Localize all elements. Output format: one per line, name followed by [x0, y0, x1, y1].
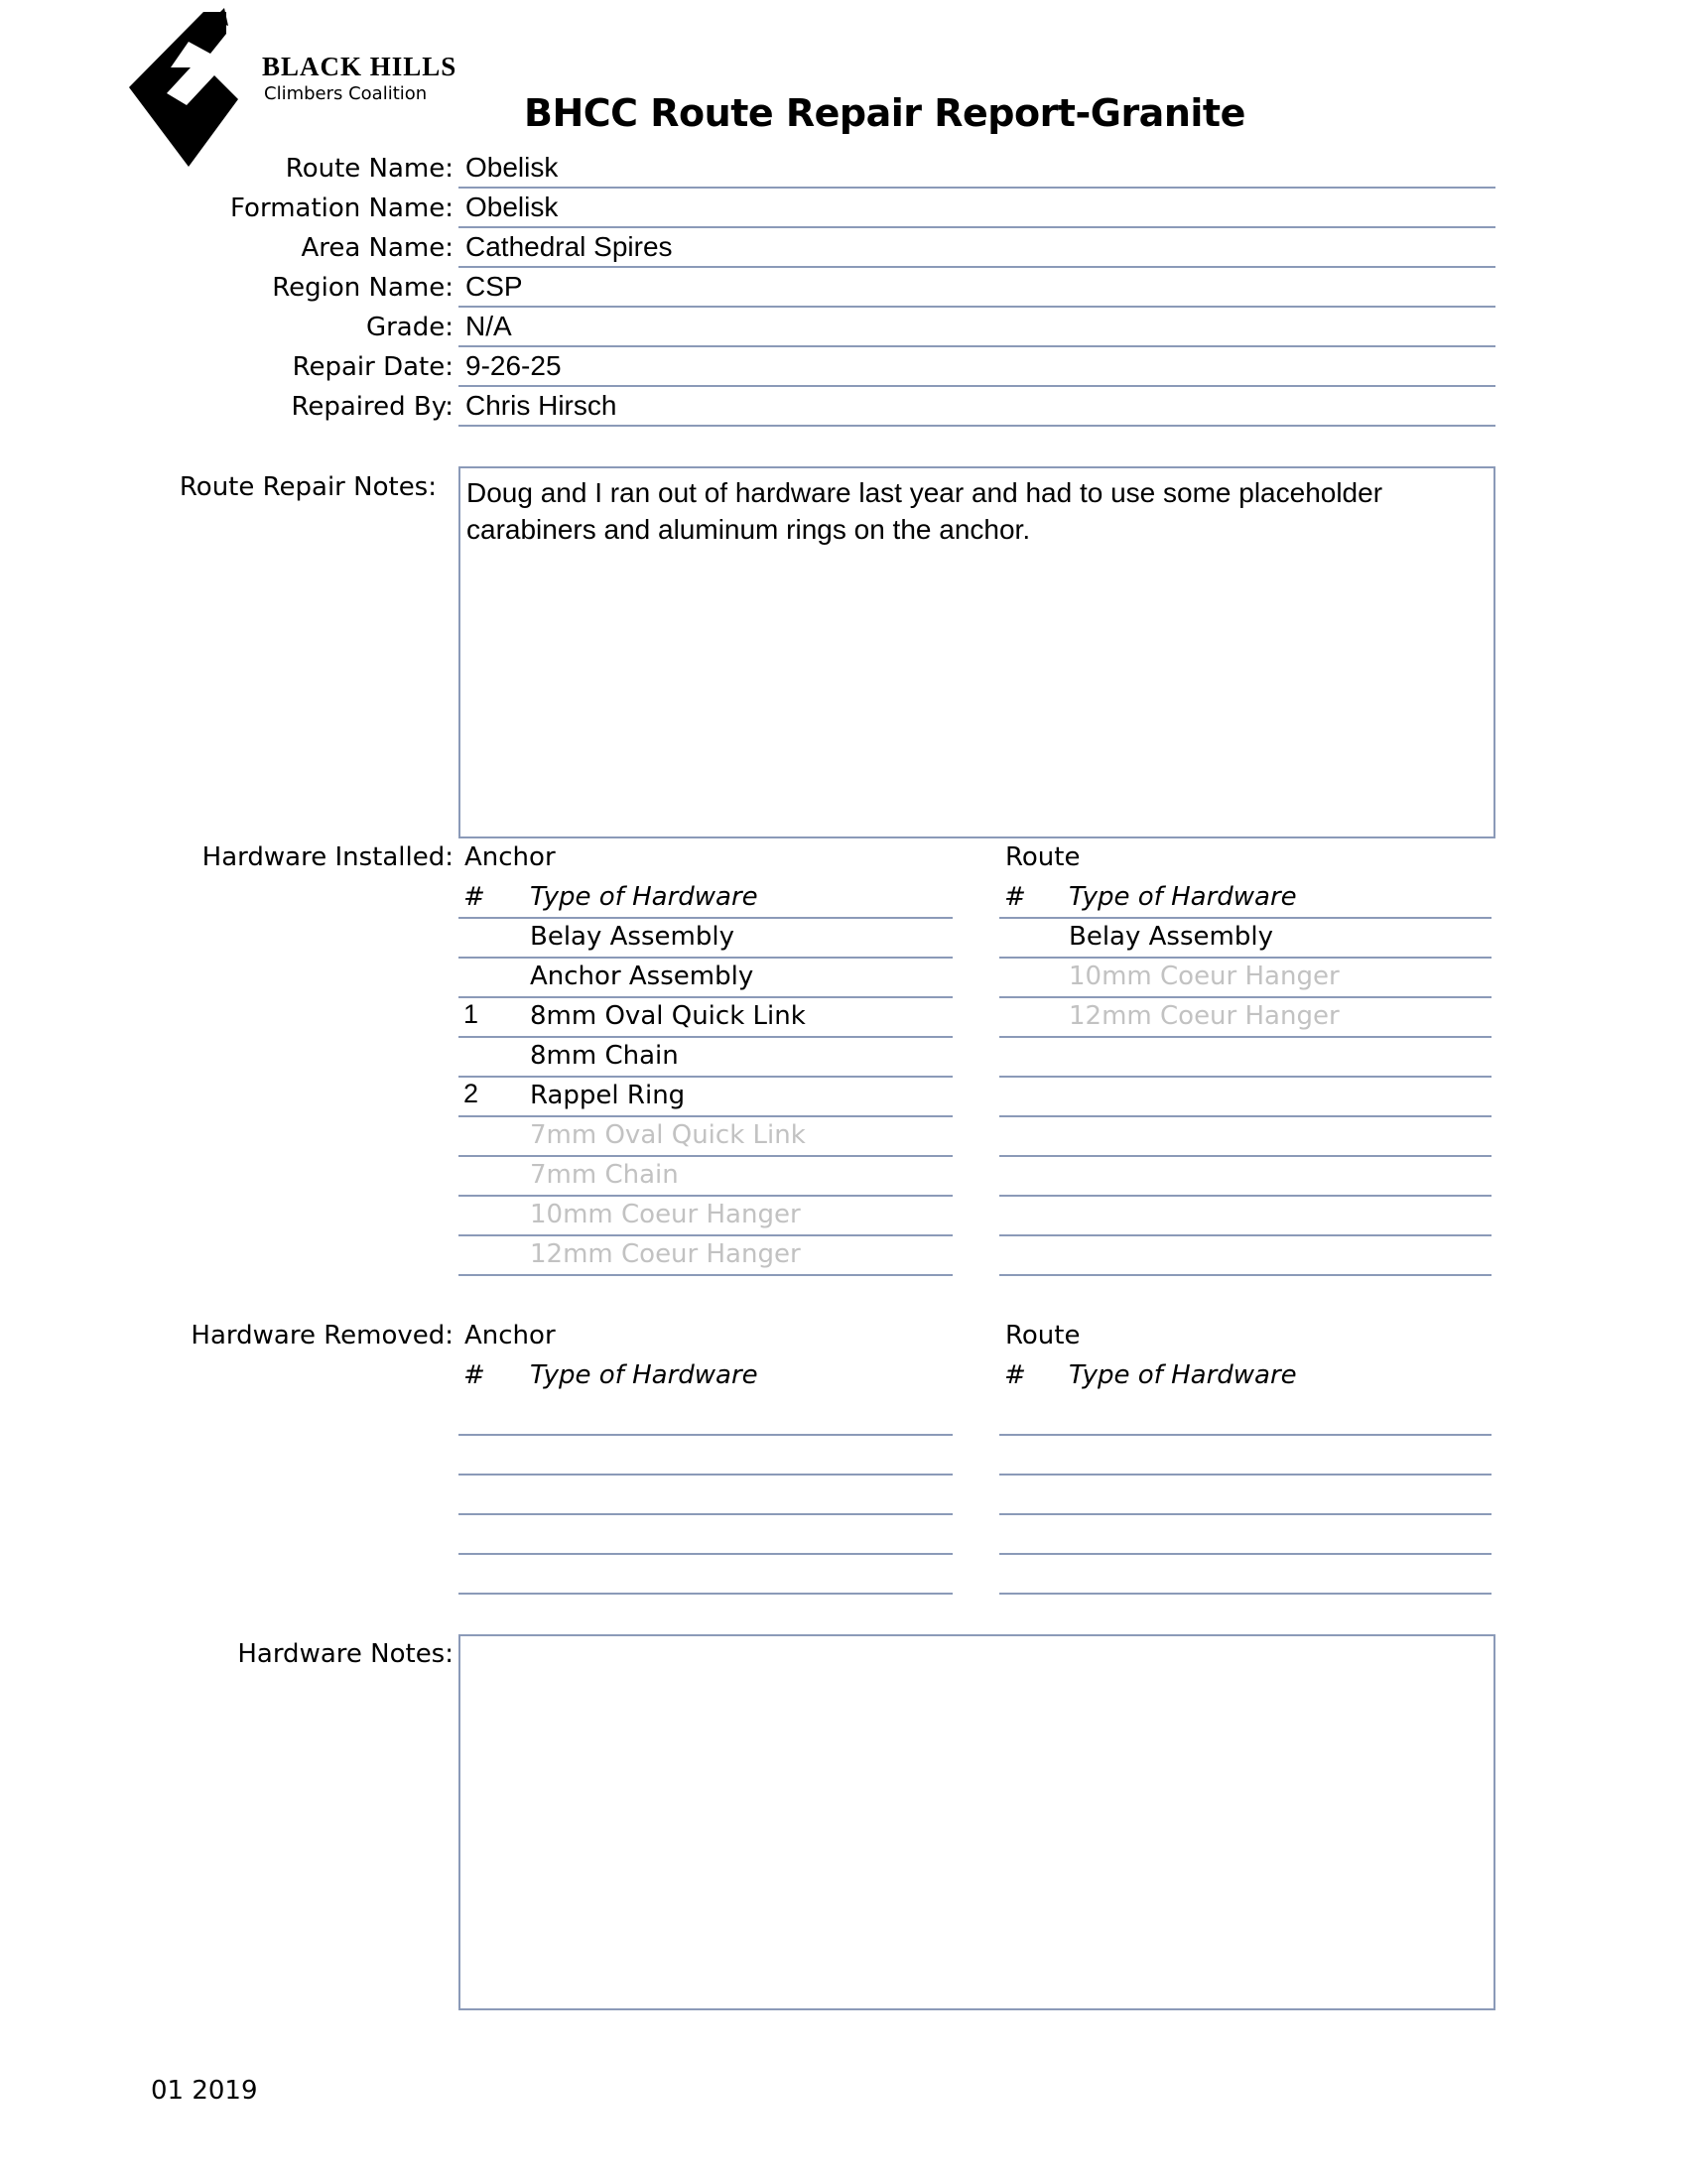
hardware-removed-label: Hardware Removed:	[191, 1321, 454, 1350]
route-repair-notes-label: Route Repair Notes:	[179, 472, 437, 502]
table-row-line	[458, 1195, 953, 1197]
table-row-line	[458, 996, 953, 998]
field-label: Route Name:	[285, 154, 454, 184]
installed-anchor-num-header: #	[463, 882, 485, 912]
field-label: Formation Name:	[230, 193, 454, 223]
footer-version: 01 2019	[151, 2076, 258, 2106]
table-row-num[interactable]: 2	[463, 1079, 479, 1108]
field-value[interactable]: Chris Hirsch	[465, 390, 617, 421]
table-row-line[interactable]	[999, 1434, 1492, 1436]
table-row-type[interactable]: 12mm Coeur Hanger	[1069, 1001, 1340, 1031]
route-repair-notes-box[interactable]	[458, 466, 1495, 838]
hardware-notes-text	[460, 1636, 1493, 1642]
table-row-type[interactable]: 7mm Oval Quick Link	[530, 1120, 806, 1150]
table-row-line	[458, 1234, 953, 1236]
table-row-type[interactable]: Belay Assembly	[530, 922, 734, 952]
installed-route-num-header: #	[1004, 882, 1026, 912]
field-underline	[458, 385, 1495, 387]
field-underline	[458, 226, 1495, 228]
table-header-line	[458, 917, 953, 919]
table-row-line[interactable]	[999, 1553, 1492, 1555]
field-underline	[458, 266, 1495, 268]
logo-name: BLACK HILLS	[262, 52, 457, 81]
table-row-line[interactable]	[999, 1513, 1492, 1515]
bhcc-logo-icon	[129, 6, 268, 170]
table-row-line	[458, 1115, 953, 1117]
table-row-line	[999, 957, 1492, 959]
removed-anchor-num-header: #	[463, 1360, 485, 1390]
field-underline	[458, 187, 1495, 189]
hardware-notes-box[interactable]	[458, 1634, 1495, 2010]
installed-anchor-title: Anchor	[464, 842, 556, 872]
table-row-line[interactable]	[999, 1593, 1492, 1595]
removed-route-type-header: Type of Hardware	[1069, 1360, 1297, 1390]
table-row-line[interactable]	[458, 1434, 953, 1436]
table-row-line	[999, 996, 1492, 998]
field-label: Repaired By:	[291, 392, 454, 422]
table-header-line	[999, 917, 1492, 919]
field-label: Region Name:	[272, 273, 454, 303]
table-row-type[interactable]: Belay Assembly	[1069, 922, 1273, 952]
removed-anchor-title: Anchor	[464, 1321, 556, 1350]
removed-route-title: Route	[1005, 1321, 1081, 1350]
table-row-line	[999, 1274, 1492, 1276]
table-row-line[interactable]	[458, 1593, 953, 1595]
table-row-type[interactable]: 7mm Chain	[530, 1160, 679, 1190]
installed-route-type-header: Type of Hardware	[1069, 882, 1297, 912]
field-label: Repair Date:	[292, 352, 454, 382]
table-row-line[interactable]	[458, 1513, 953, 1515]
table-row-line	[999, 1234, 1492, 1236]
table-row-line	[458, 1274, 953, 1276]
field-label: Area Name:	[301, 233, 454, 263]
hardware-notes-label: Hardware Notes:	[237, 1639, 454, 1669]
table-row-line	[458, 957, 953, 959]
repair-notes-line: carabiners and aluminum rings on the anchor.	[466, 514, 1031, 545]
table-row-num[interactable]: 1	[463, 999, 479, 1029]
field-underline	[458, 425, 1495, 427]
table-row-line[interactable]	[999, 1474, 1492, 1476]
table-row-line[interactable]	[458, 1553, 953, 1555]
table-row-line	[999, 1115, 1492, 1117]
field-value[interactable]: CSP	[465, 271, 523, 302]
table-row-type[interactable]: 12mm Coeur Hanger	[530, 1239, 801, 1269]
table-row-line	[999, 1195, 1492, 1197]
table-row-type[interactable]: 8mm Chain	[530, 1041, 679, 1071]
table-row-type[interactable]: Anchor Assembly	[530, 962, 754, 991]
field-value[interactable]: Obelisk	[465, 152, 559, 183]
table-row-line	[458, 1076, 953, 1078]
table-row-type[interactable]: 10mm Coeur Hanger	[530, 1200, 801, 1229]
repair-notes-line: Doug and I ran out of hardware last year and had to use some placeholder	[466, 477, 1383, 508]
table-row-line	[999, 1076, 1492, 1078]
table-row-type[interactable]: Rappel Ring	[530, 1081, 686, 1110]
removed-anchor-type-header: Type of Hardware	[530, 1360, 758, 1390]
field-value[interactable]: Cathedral Spires	[465, 231, 673, 262]
table-row-line	[458, 1036, 953, 1038]
table-row-line	[458, 1155, 953, 1157]
field-label: Grade:	[365, 313, 454, 342]
table-row-type[interactable]: 10mm Coeur Hanger	[1069, 962, 1340, 991]
table-row-line	[999, 1155, 1492, 1157]
field-value[interactable]: N/A	[465, 311, 512, 341]
hardware-installed-label: Hardware Installed:	[201, 842, 454, 872]
field-value[interactable]: 9-26-25	[465, 350, 562, 381]
field-underline	[458, 306, 1495, 308]
installed-route-title: Route	[1005, 842, 1081, 872]
field-value[interactable]: Obelisk	[465, 192, 559, 222]
logo-subtitle: Climbers Coalition	[264, 83, 428, 104]
table-row-line	[999, 1036, 1492, 1038]
page-title: BHCC Route Repair Report-Granite	[524, 91, 1245, 135]
table-row-type[interactable]: 8mm Oval Quick Link	[530, 1001, 806, 1031]
removed-route-num-header: #	[1004, 1360, 1026, 1390]
installed-anchor-type-header: Type of Hardware	[530, 882, 758, 912]
table-row-line[interactable]	[458, 1474, 953, 1476]
field-underline	[458, 345, 1495, 347]
